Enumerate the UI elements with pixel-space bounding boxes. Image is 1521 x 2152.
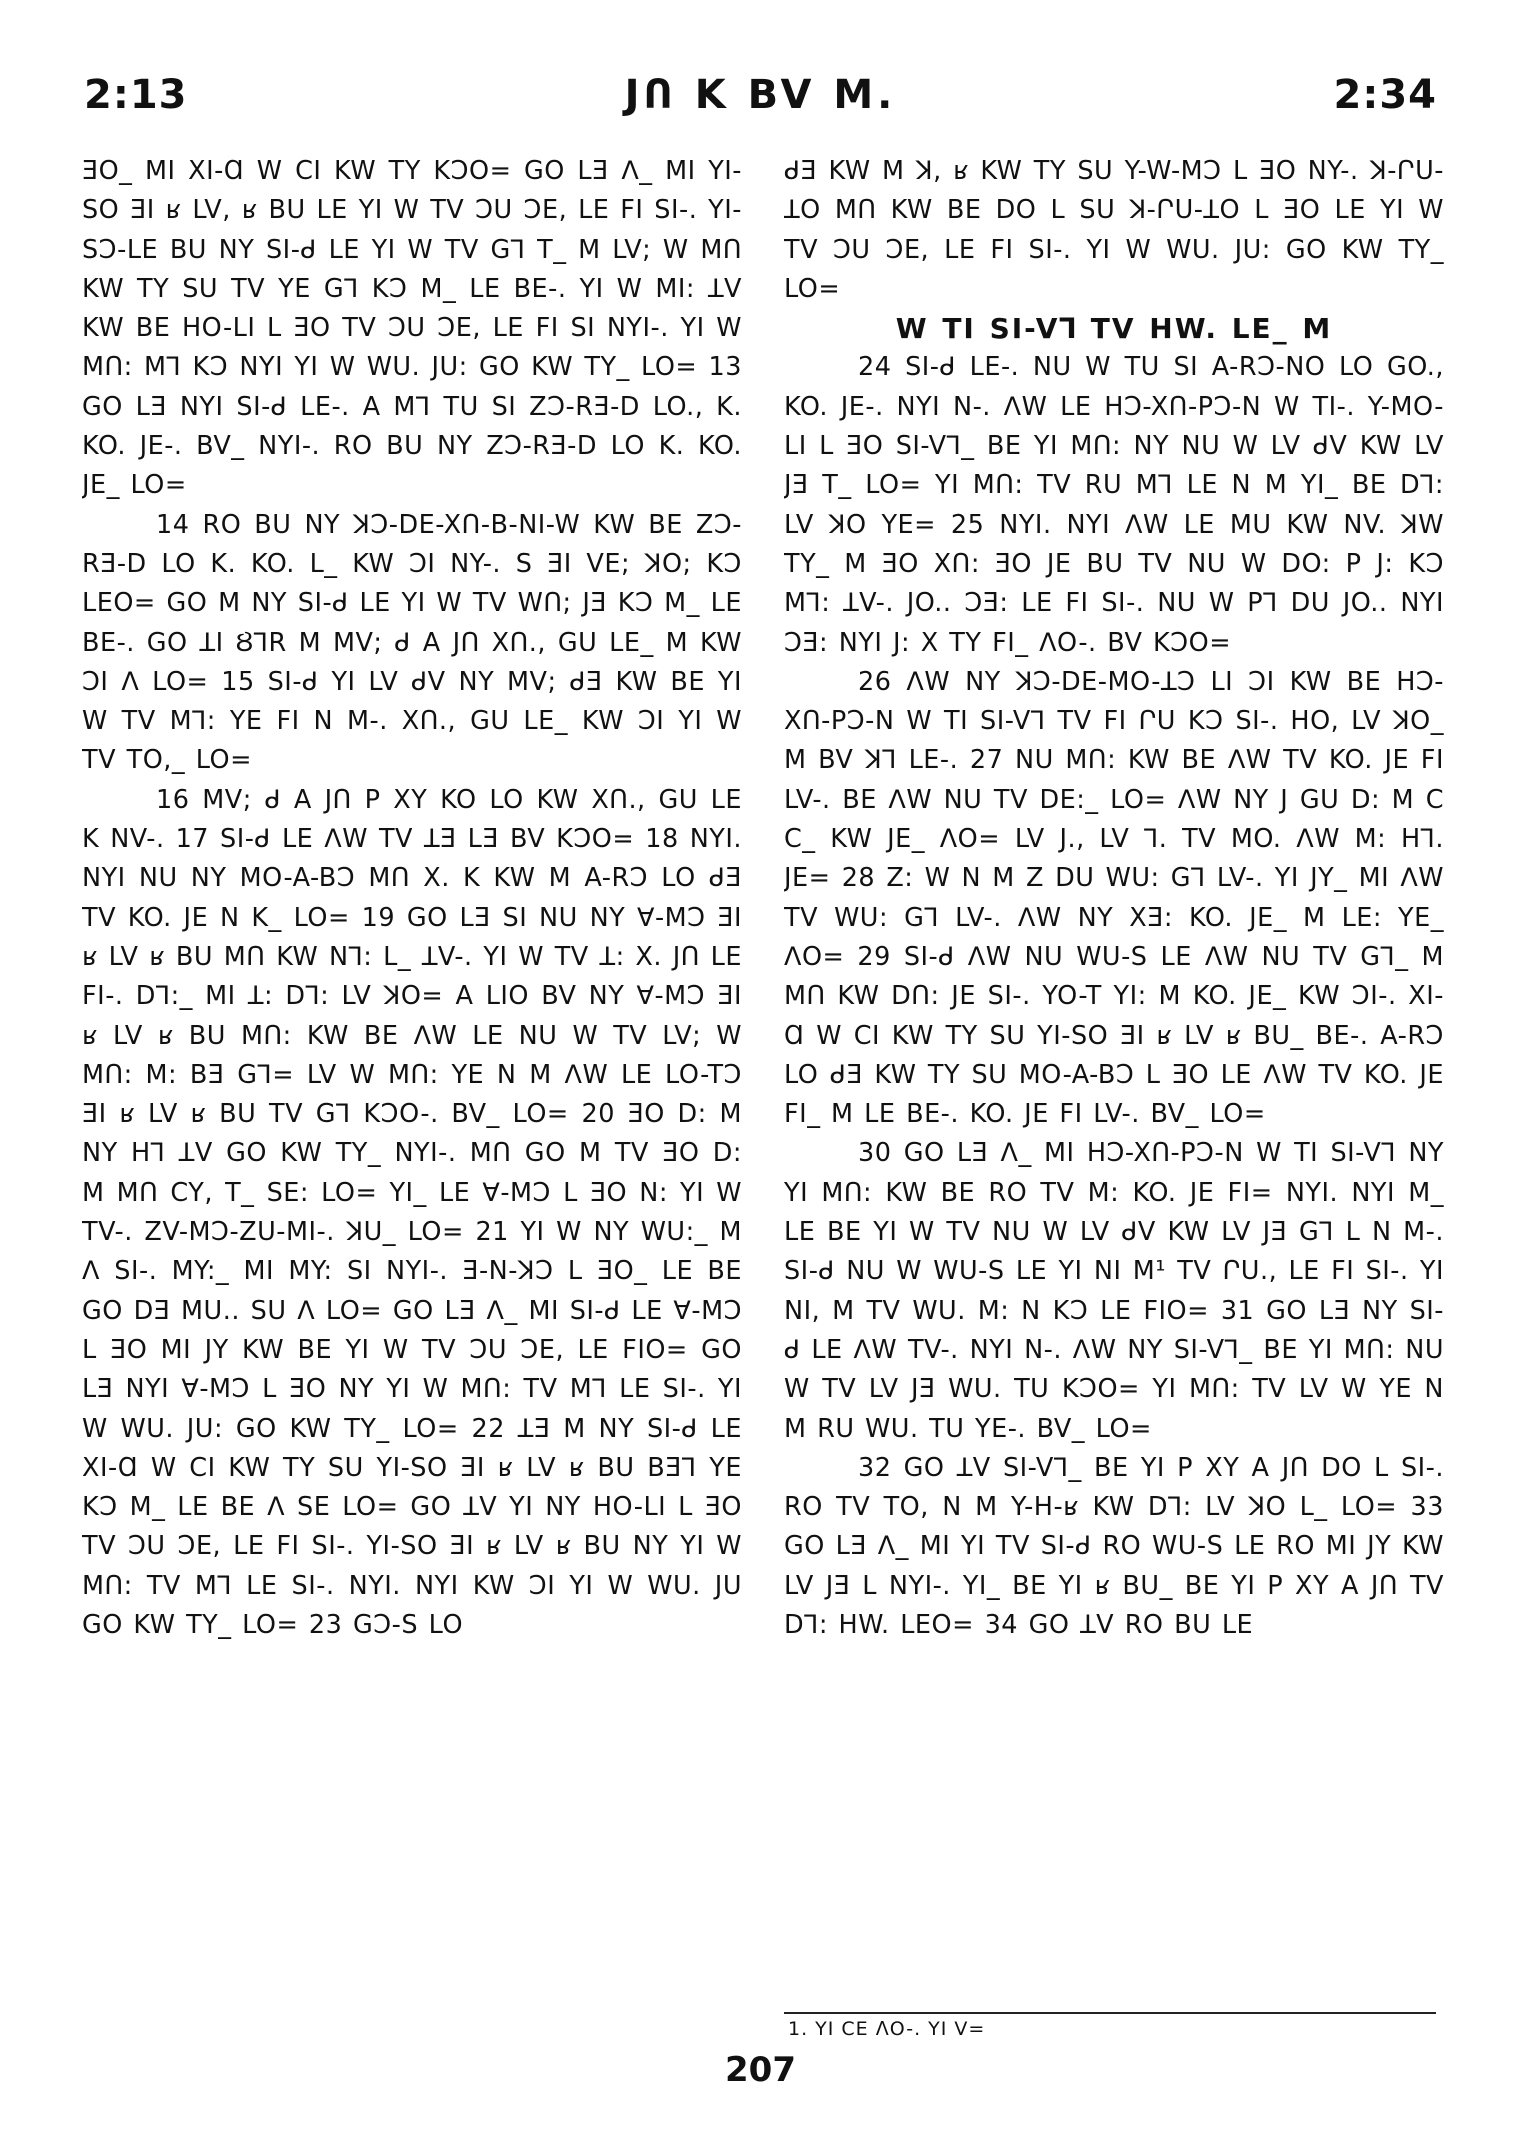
paragraph: 16 MV; ᑯ A JՈ P XY KO LO KW XՈ., GU LE K NV-. 17 SI-ᑯ LE ᐱW TV ꓕƎ LƎ BV KƆO= 18 NYI. NYI NU NY MO-A-BƆ MՈ X. K KW M A-RƆ LO ᑯƎ TV KO. JE N K_ LO= 19 GO LƎ SI NU NY ꓯ-MƆ ƎI ʁ LV ʁ BU MՈ KW Nꓶ: L_ ꓕV-. YI W TV ꓕ: X. JՈ LE FI-. Dꓶ:_ MI ꓕ: Dꓶ: LV ꓘO= A LIO BV NY ꓯ-MƆ ƎI ʁ LV ʁ BU MՈ: KW BE ᐱW LE NU W TV LV; W MՈ: M: BƎ Gꓶ= LV W MՈ: YE N M ᐱW LE LO-TƆ ƎI ʁ LV ʁ BU TV Gꓶ KƆO-. BV_ LO= 20 ƎO D: M NY Hꓶ ꓕV GO KW TY_ NYI-. MՈ GO M TV ƎO D: M MՈ CY, T_ SE: LO= YI_ LE ꓯ-MƆ L ƎO N: YI W TV-. ZV-MƆ-ZU-MI-. ꓘU_ LO= 21 YI W NY WU:_ M ᐱ SI-. MY:_ MI MY: SI NYI-. Ǝ-N-ꓘƆ L ƎO_ LE BE GO DƎ MU.. SU ᐱ LO= GO LƎ ᐱ_ MI SI-ᑯ LE ꓯ-MƆ L ƎO MI JY KW BE YI W TV ƆU ƆE, LE FIO= GO LƎ NYI ꓯ-MƆ L ƎO NY YI W MՈ: TV Mꓶ LE SI-. YI W WU. JU: GO KW TY_ LO= 22 ꓕƎ M NY SI-ᑯ LE XI-Ɑ W CI KW TY SU YI-SO ƎI ʁ LV ʁ BU BƎꓶ YE KƆ M_ LE BE ᐱ SE LO= GO ꓕV YI NY HO-LI L ƎO TV ƆU ƆE, LE FI SI-. YI-SO ƎI ʁ LV ʁ BU NY YI W MՈ: TV Mꓶ LE SI-. NYI. NYI KW ƆI YI W WU. JU GO KW TY_ LO= 23 GƆ-S LO — [82, 784, 742, 1640]
book-title: JՈ K BV M. — [624, 72, 897, 118]
chapter-verse-start: 2:13 — [84, 72, 188, 118]
paragraph: 32 GO ꓕV SI-Vꓶ_ BE YI P XY A JՈ DO L SI-. RO TV TO, N M Y-H-ʁ KW Dꓶ: LV ꓘO L_ LO= 33 GO LƎ ᐱ_ MI YI TV SI-ᑯ RO WU-S LE RO MI JY KW LV JƎ L NYI-. YI_ BE YI ʁ BU_ BE YI P XY A JՈ TV Dꓶ: HW. LEO= 34 GO ꓕV RO BU LE — [784, 1452, 1444, 1640]
chapter-verse-end: 2:34 — [1333, 72, 1437, 118]
footnote: 1. YI CE ᐱO-. YI V= — [788, 2018, 986, 2040]
paragraph: 24 SI-ᑯ LE-. NU W TU SI A-RƆ-NO LO GO., KO. JE-. NYI N-. ᐱW LE HƆ-XՈ-PƆ-N W TI-. Y-MO-LI L ƎO SI-Vꓶ_ BE YI MՈ: NY NU W LV ᑯV KW LV JƎ T_ LO= YI MՈ: TV RU Mꓶ LE N M YI_ BE Dꓶ: LV ꓘO YE= 25 NYI. NYI ᐱW LE MU KW NV. ꓘW TY_ M ƎO XՈ: ƎO JE BU TV NU W DO: P J: KƆ Mꓶ: ꓕV-. JO.. ƆƎ: LE FI SI-. NU W Pꓶ DU JO.. NYI ƆƎ: NYI J: X TY FI_ ᐱO-. BV KƆO= — [784, 352, 1444, 658]
paragraph: ᑯƎ KW M ꓘ, ʁ KW TY SU Y-W-MƆ L ƎO NY-. ꓘ-ՐU-ꓕO MՈ KW BE DO L SU ꓘ-ՐU-ꓕO L ƎO LE YI W TV ƆU ƆE, LE FI SI-. YI W WU. JU: GO KW TY_ LO= — [784, 156, 1444, 304]
section-heading: W TI SI-Vꓶ TV HW. LE_ M — [895, 312, 1333, 346]
footnote-divider — [784, 2012, 1436, 2014]
left-column — [82, 152, 742, 1992]
paragraph: 30 GO LƎ ᐱ_ MI HƆ-XՈ-PƆ-N W TI SI-Vꓶ NY YI MՈ: KW BE RO TV M: KO. JE FI= NYI. NYI M_ LE BE YI W TV NU W LV ᑯV KW LV JƎ Gꓶ L N M-. SI-ᑯ NU W WU-S LE YI NI M¹ TV ՐU., LE FI SI-. YI NI, M TV WU. M: N KƆ LE FIO= 31 GO LƎ NY SI-ᑯ LE ᐱW TV-. NYI N-. ᐱW NY SI-Vꓶ_ BE YI MՈ: NU W TV LV JƎ WU. TU KƆO= YI MՈ: TV LV W YE N M RU WU. TU YE-. BV_ LO= — [784, 1138, 1444, 1444]
right-column — [784, 152, 1444, 1992]
page-number: 207 — [725, 2050, 796, 2090]
paragraph: ƎO_ MI XI-Ɑ W CI KW TY KƆO= GO LƎ ᐱ_ MI YI-SO ƎI ʁ LV, ʁ BU LE YI W TV ƆU ƆE, LE FI SI-. YI-SƆ-LE BU NY SI-ᑯ LE YI W TV Gꓶ T_ M LV; W MՈ KW TY SU TV YE Gꓶ KƆ M_ LE BE-. YI W MI: ꓕV KW BE HO-LI L ƎO TV ƆU ƆE, LE FI SI NYI-. YI W MՈ: Mꓶ KƆ NYI YI W WU. JU: GO KW TY_ LO= 13 GO LƎ NYI SI-ᑯ LE-. A Mꓶ TU SI ZƆ-RƎ-D LO., K. KO. JE-. BV_ NYI-. RO BU NY ZƆ-RƎ-D LO K. KO. JE_ LO= — [82, 156, 742, 501]
paragraph: 14 RO BU NY ꓘƆ-DE-XՈ-B-NI-W KW BE ZƆ-RƎ-D LO K. KO. L_ KW ƆI NY-. S ƎI VE; ꓘO; KƆ LEO= GO M NY SI-ᑯ LE YI W TV WՈ; JƎ KƆ M_ LE BE-. GO ꓕI ȢꓶR M MV; ᑯ A JՈ XՈ., GU LE_ M KW ƆI ᐱ LO= 15 SI-ᑯ YI LV ᑯV NY MV; ᑯƎ KW BE YI W TV Mꓶ: YE FI N M-. XՈ., GU LE_ KW ƆI YI W TV TO,_ LO= — [82, 509, 742, 776]
paragraph: 26 ᐱW NY ꓘƆ-DE-MO-ꓕƆ LI ƆI KW BE HƆ-XՈ-PƆ-N W TI SI-Vꓶ TV FI ՐU KƆ SI-. HO, LV ꓘO_ M BV ꓘꓶ LE-. 27 NU MՈ: KW BE ᐱW TV KO. JE FI LV-. BE ᐱW NU TV DE:_ LO= ᐱW NY J GU D: M C C_ KW JE_ ᐱO= LV J., LV ꓶ. TV MO. ᐱW M: Hꓶ. JE= 28 Z: W N M Z DU WU: Gꓶ LV-. YI JY_ MI ᐱW TV WU: Gꓶ LV-. ᐱW NY XƎ: KO. JE_ M LE: YE_ ᐱO= 29 SI-ᑯ ᐱW NU WU-S LE ᐱW NU TV Gꓶ_ M MՈ KW DՈ: JE SI-. YO-T YI: M KO. JE_ KW ƆI-. XI-Ɑ W CI KW TY SU YI-SO ƎI ʁ LV ʁ BU_ BE-. A-RƆ LO ᑯƎ KW TY SU MO-A-BƆ L ƎO LE ᐱW TV KO. JE FI_ M LE BE-. KO. JE FI LV-. BV_ LO= — [784, 666, 1444, 1130]
